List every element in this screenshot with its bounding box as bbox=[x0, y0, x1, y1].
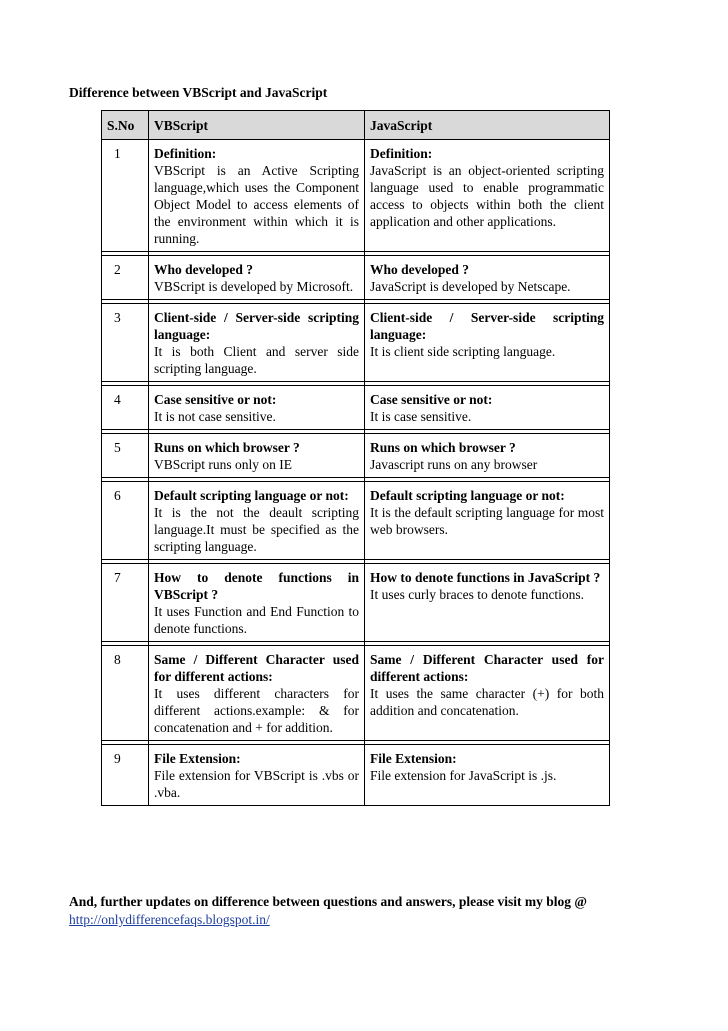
javascript-cell-heading: Who developed ? bbox=[370, 262, 470, 277]
table-row bbox=[102, 744, 609, 805]
vbscript-cell-heading: File Extension: bbox=[154, 751, 241, 766]
vbscript-cell bbox=[148, 563, 364, 641]
javascript-cell-text: JavaScript is an object-oriented scripting language used to enable programmatic access to objects within both the client application and other applications. bbox=[370, 163, 604, 229]
comparison-table bbox=[101, 110, 610, 806]
row-number: 4 bbox=[102, 385, 148, 429]
javascript-cell-heading: Definition: bbox=[370, 146, 433, 161]
vbscript-cell bbox=[148, 385, 364, 429]
row-number: 6 bbox=[102, 481, 148, 559]
table-row bbox=[102, 645, 609, 740]
javascript-cell-text: It uses curly braces to denote functions. bbox=[370, 587, 585, 602]
vbscript-cell bbox=[148, 255, 364, 299]
javascript-cell bbox=[364, 139, 609, 251]
table-row bbox=[102, 139, 609, 251]
vbscript-cell-heading: Client-side / Server-side scripting language: bbox=[154, 310, 359, 342]
vbscript-cell bbox=[148, 645, 364, 740]
row-number: 2 bbox=[102, 255, 148, 299]
table-row bbox=[102, 481, 609, 559]
vbscript-cell-text: It is not case sensitive. bbox=[154, 409, 276, 424]
vbscript-cell bbox=[148, 303, 364, 381]
vbscript-cell-text: VBScript is an Active Scripting language,which uses the Component Object Model to access elements of the environment within which it is running. bbox=[154, 163, 359, 246]
footer bbox=[69, 893, 644, 929]
javascript-cell bbox=[364, 645, 609, 740]
vbscript-cell-text: It is both Client and server side scripting language. bbox=[154, 344, 359, 376]
javascript-cell bbox=[364, 385, 609, 429]
javascript-cell-text: It uses the same character (+) for both addition and concatenation. bbox=[370, 686, 604, 718]
row-number: 1 bbox=[102, 139, 148, 251]
row-number: 9 bbox=[102, 744, 148, 805]
header-vbscript: VBScript bbox=[148, 111, 364, 139]
javascript-cell bbox=[364, 255, 609, 299]
footer-note: And, further updates on difference between questions and answers, please visit my blog @ bbox=[69, 894, 587, 909]
javascript-cell-text: File extension for JavaScript is .js. bbox=[370, 768, 557, 783]
row-number: 8 bbox=[102, 645, 148, 740]
vbscript-cell bbox=[148, 744, 364, 805]
vbscript-cell-heading: Case sensitive or not: bbox=[154, 392, 277, 407]
vbscript-cell-text: It uses different characters for different actions.example: & for concatenation and + for addition. bbox=[154, 686, 359, 735]
javascript-cell bbox=[364, 563, 609, 641]
vbscript-cell-heading: How to denote functions in VBScript ? bbox=[154, 570, 359, 602]
vbscript-cell-heading: Who developed ? bbox=[154, 262, 254, 277]
javascript-cell-heading: Same / Different Character used for different actions: bbox=[370, 652, 604, 684]
vbscript-cell-text: File extension for VBScript is .vbs or .vba. bbox=[154, 768, 359, 800]
vbscript-cell-text: It uses Function and End Function to denote functions. bbox=[154, 604, 359, 636]
vbscript-cell bbox=[148, 433, 364, 477]
vbscript-cell-text: It is the not the deault scripting language.It must be specified as the scripting language. bbox=[154, 505, 359, 554]
javascript-cell-heading: Case sensitive or not: bbox=[370, 392, 493, 407]
javascript-cell bbox=[364, 433, 609, 477]
blog-link[interactable]: http://onlydifferencefaqs.blogspot.in/ bbox=[69, 912, 270, 927]
page-title: Difference between VBScript and JavaScript bbox=[69, 85, 328, 100]
vbscript-cell-text: VBScript is developed by Microsoft. bbox=[154, 279, 354, 294]
javascript-cell-heading: Client-side / Server-side scripting language: bbox=[370, 310, 604, 342]
table-row bbox=[102, 563, 609, 641]
vbscript-cell-heading: Same / Different Character used for different actions: bbox=[154, 652, 359, 684]
table-row bbox=[102, 385, 609, 429]
javascript-cell-heading: Default scripting language or not: bbox=[370, 488, 565, 503]
javascript-cell bbox=[364, 481, 609, 559]
table-row bbox=[102, 303, 609, 381]
javascript-cell bbox=[364, 744, 609, 805]
table-header-row bbox=[102, 111, 609, 139]
row-number: 7 bbox=[102, 563, 148, 641]
vbscript-cell bbox=[148, 139, 364, 251]
javascript-cell-text: JavaScript is developed by Netscape. bbox=[370, 279, 571, 294]
vbscript-cell bbox=[148, 481, 364, 559]
javascript-cell-text: Javascript runs on any browser bbox=[370, 457, 538, 472]
vbscript-cell-heading: Runs on which browser ? bbox=[154, 440, 300, 455]
javascript-cell-text: It is case sensitive. bbox=[370, 409, 472, 424]
vbscript-cell-text: VBScript runs only on IE bbox=[154, 457, 292, 472]
javascript-cell bbox=[364, 303, 609, 381]
javascript-cell-heading: How to denote functions in JavaScript ? bbox=[370, 570, 601, 585]
javascript-cell-text: It is the default scripting language for most web browsers. bbox=[370, 505, 604, 537]
table-row bbox=[102, 433, 609, 477]
row-number: 3 bbox=[102, 303, 148, 381]
javascript-cell-heading: Runs on which browser ? bbox=[370, 440, 516, 455]
vbscript-cell-heading: Definition: bbox=[154, 146, 217, 161]
header-javascript: JavaScript bbox=[364, 111, 609, 139]
javascript-cell-text: It is client side scripting language. bbox=[370, 344, 556, 359]
vbscript-cell-heading: Default scripting language or not: bbox=[154, 488, 349, 503]
javascript-cell-heading: File Extension: bbox=[370, 751, 457, 766]
header-sno: S.No bbox=[102, 111, 148, 139]
table-row bbox=[102, 255, 609, 299]
row-number: 5 bbox=[102, 433, 148, 477]
